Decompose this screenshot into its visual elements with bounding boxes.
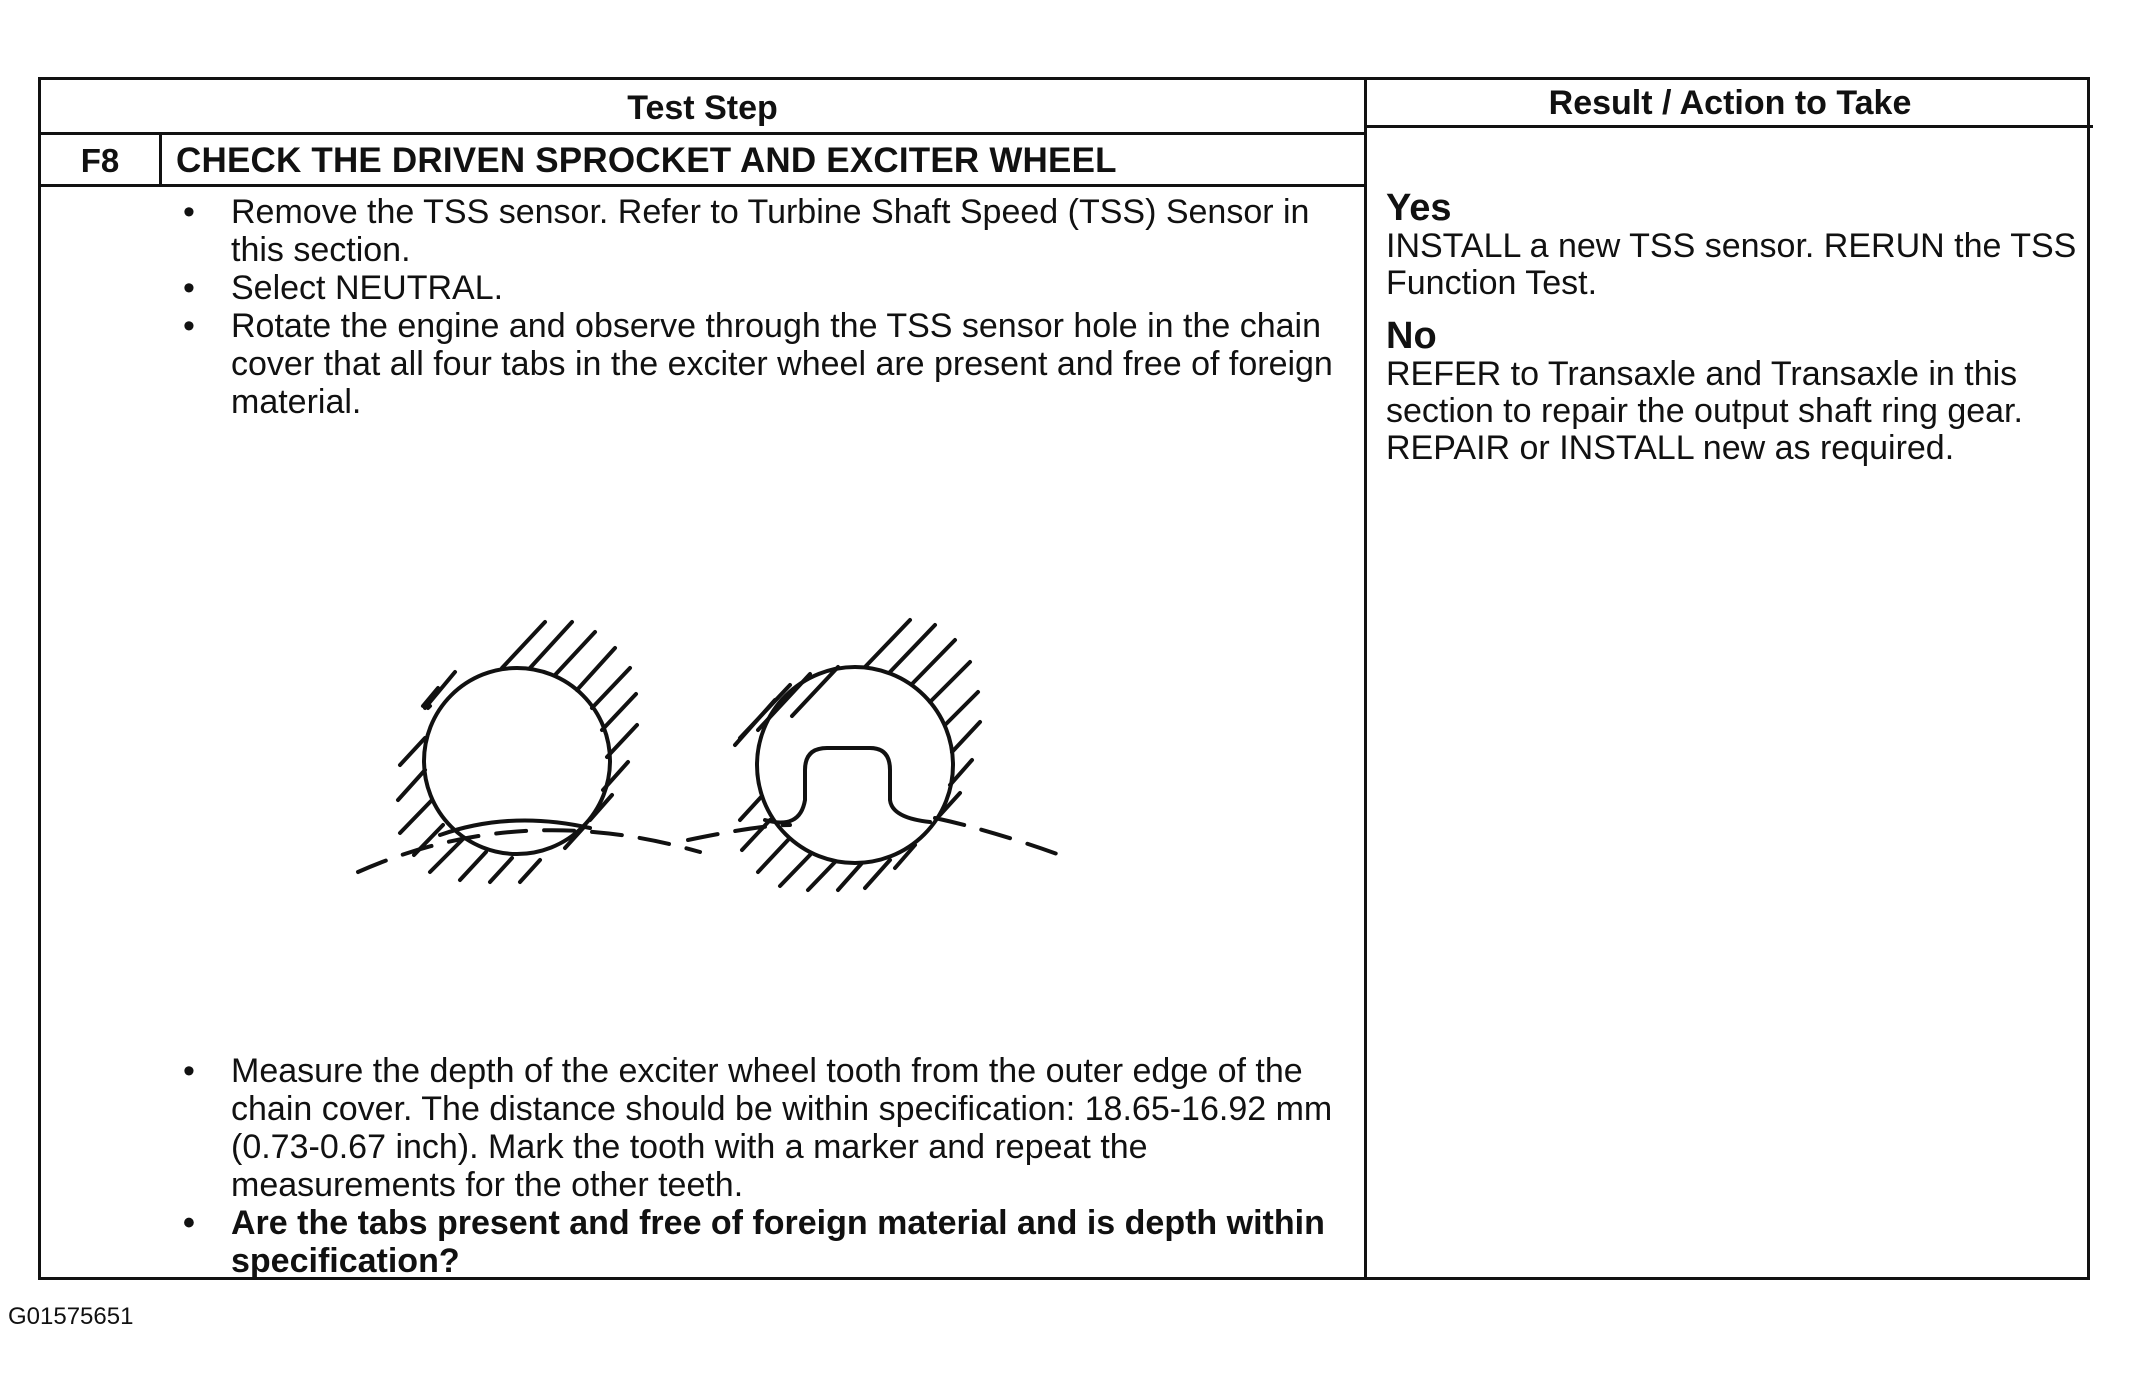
result-action-header: Result / Action to Take: [1548, 84, 1912, 122]
no-text: REFER to Transaxle and Transaxle in this section to repair the output shaft ring gear. REPAIR or INSTALL new as required.: [1386, 355, 2023, 467]
step-title: CHECK THE DRIVEN SPROCKET AND EXCITER WHEEL: [176, 141, 1117, 180]
instruction-item: • Select NEUTRAL.: [231, 269, 1351, 307]
sensor-hole-right: [757, 667, 953, 863]
bullet-dot: •: [183, 269, 195, 307]
instruction-item: • Remove the TSS sensor. Refer to Turbine Shaft Speed (TSS) Sensor in this section.: [231, 193, 1351, 269]
exciter-wheel-outline-far: [935, 818, 1060, 855]
bullet-dot: •: [183, 307, 195, 345]
test-step-header: Test Step: [627, 89, 778, 127]
no-label: No: [1386, 315, 1437, 357]
step-id: F8: [80, 142, 120, 179]
yes-label: Yes: [1386, 187, 1452, 229]
exciter-wheel-outline-right: [688, 825, 790, 840]
bullet-dot: •: [183, 1204, 195, 1242]
hatching-left: [398, 622, 637, 882]
instruction-question: • Are the tabs present and free of foreign material and is depth within specification?: [231, 1204, 1351, 1280]
exciter-wheel-outline: [358, 830, 700, 872]
instruction-item: • Measure the depth of the exciter wheel tooth from the outer edge of the chain cover. The distance should be within specification: 18.65-16.92 mm (0.73-0.67 inch). Mark the tooth with a marker and repeat the measurements for the other teeth.: [231, 1052, 1351, 1204]
instruction-item: • Rotate the engine and observe through the TSS sensor hole in the chain cover that all four tabs in the exciter wheel are present and free of foreign material.: [231, 307, 1351, 421]
figure-id: G01575651: [8, 1303, 134, 1330]
bullet-dot: •: [183, 1052, 195, 1090]
exciter-tooth: [765, 748, 930, 823]
yes-text: INSTALL a new TSS sensor. RERUN the TSS Function Test.: [1386, 227, 2077, 302]
bullet-dot: •: [183, 193, 195, 231]
hatching-right: [735, 620, 980, 890]
